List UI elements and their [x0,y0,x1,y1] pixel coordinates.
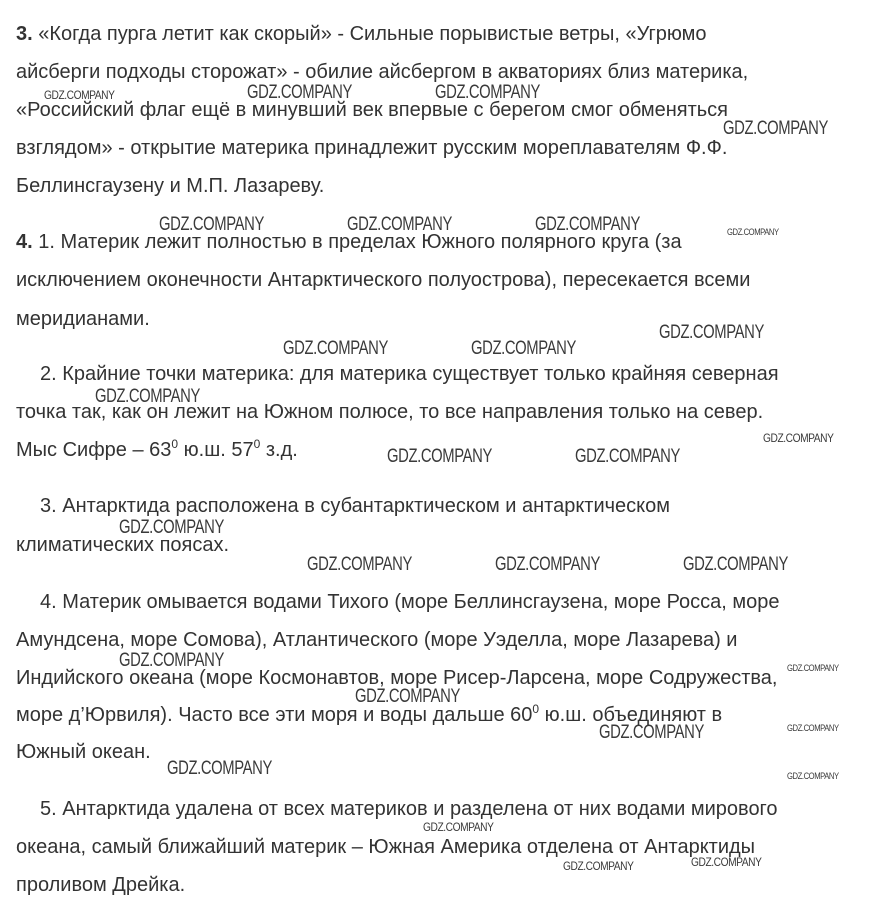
seas-text: море д’Юрвиля). Часто все эти моря и воды дальше 60 [16,704,533,726]
watermark: GDZ.COMPANY [599,722,704,743]
section-3-line-3: «Российский флаг ещё в минувший век впервые с берегом смог обменяться [16,99,729,121]
section-3-line-4: взглядом» - открытие материка принадлежит русским мореплавателям Ф.Ф. [16,137,728,159]
paragraph-4-line-2: Амундсена, море Сомова), Атлантического (море Уэделла, море Лазарева) и [16,629,738,651]
watermark: GDZ.COMPANY [495,554,600,575]
section-3-line-5: Беллинсгаузену и М.П. Лазареву. [16,175,325,197]
watermark: GDZ.COMPANY [423,820,494,834]
watermark: GDZ.COMPANY [727,227,779,237]
watermark: GDZ.COMPANY [471,338,576,359]
paragraph-4-line-1: 4. Материк омывается водами Тихого (море Беллинсгаузена, море Росса, море [40,591,780,613]
paragraph-2-line-2: точка так, как он лежит на Южном полюсе, то все направления только на север. [16,401,764,423]
paragraph-5-line-1: 5. Антарктида удалена от всех материков и разделена от них водами мирового [40,798,778,820]
watermark: GDZ.COMPANY [763,431,834,445]
watermark: GDZ.COMPANY [535,214,640,235]
paragraph-1-line-3: меридианами. [16,308,150,330]
cape-label: Мыс Сифре – 63 [16,439,172,461]
watermark: GDZ.COMPANY [347,214,452,235]
watermark: GDZ.COMPANY [787,771,839,781]
degree-sup: 0 [171,437,179,451]
watermark: GDZ.COMPANY [283,338,388,359]
watermark: GDZ.COMPANY [307,554,412,575]
watermark: GDZ.COMPANY [44,88,115,102]
watermark: GDZ.COMPANY [159,214,264,235]
paragraph-1-line-2: исключением оконечности Антарктического полуострова), пересекается всеми [16,269,751,291]
paragraph-5-line-2: океана, самый ближайший материк – Южная Америка отделена от Антарктиды [16,836,756,858]
watermark: GDZ.COMPANY [723,118,828,139]
degree-sup: 0 [253,437,261,451]
watermark: GDZ.COMPANY [247,82,352,103]
watermark: GDZ.COMPANY [95,386,200,407]
watermark: GDZ.COMPANY [659,322,764,343]
watermark: GDZ.COMPANY [787,663,839,673]
paragraph-4-line-3: Индийского океана (море Космонавтов, море Рисер-Ларсена, море Содружества, [16,667,778,689]
paragraph-2-line-1: 2. Крайние точки материка: для материка существует только крайняя северная [40,363,779,385]
watermark: GDZ.COMPANY [563,859,634,873]
section-3-line-1 [16,22,707,46]
watermark: GDZ.COMPANY [691,855,762,869]
watermark: GDZ.COMPANY [575,446,680,467]
paragraph-4-line-5: Южный океан. [16,741,151,763]
watermark: GDZ.COMPANY [119,650,224,671]
watermark: GDZ.COMPANY [387,446,492,467]
section-3-text: «Когда пурга летит как скорый» - Сильные порывистые ветры, «Угрюмо [38,23,707,45]
latitude-text: ю.ш. 57 [178,439,254,461]
paragraph-5-line-3: проливом Дрейка. [16,874,186,896]
watermark: GDZ.COMPANY [167,758,272,779]
degree-sup: 0 [532,702,540,716]
section-3-line-2: айсберги подходы сторожат» - обилие айсбергом в акваториях близ материка, [16,61,749,83]
watermark: GDZ.COMPANY [435,82,540,103]
watermark: GDZ.COMPANY [355,686,460,707]
watermark: GDZ.COMPANY [119,517,224,538]
paragraph-2-line-3 [16,438,298,462]
watermark: GDZ.COMPANY [787,723,839,733]
seas-text-end: ю.ш. объединяют в [539,704,723,726]
paragraph-1-text: 1. Материк лежит полностью в пределах Южного полярного круга (за [38,231,682,253]
longitude-text: з.д. [260,439,298,461]
section-4-number: 4. [16,231,33,253]
paragraph-3-line-2: климатических поясах. [16,534,230,556]
section-3-number: 3. [16,23,33,45]
paragraph-3-line-1: 3. Антарктида расположена в субантарктическом и антарктическом [40,495,671,517]
watermark: GDZ.COMPANY [683,554,788,575]
